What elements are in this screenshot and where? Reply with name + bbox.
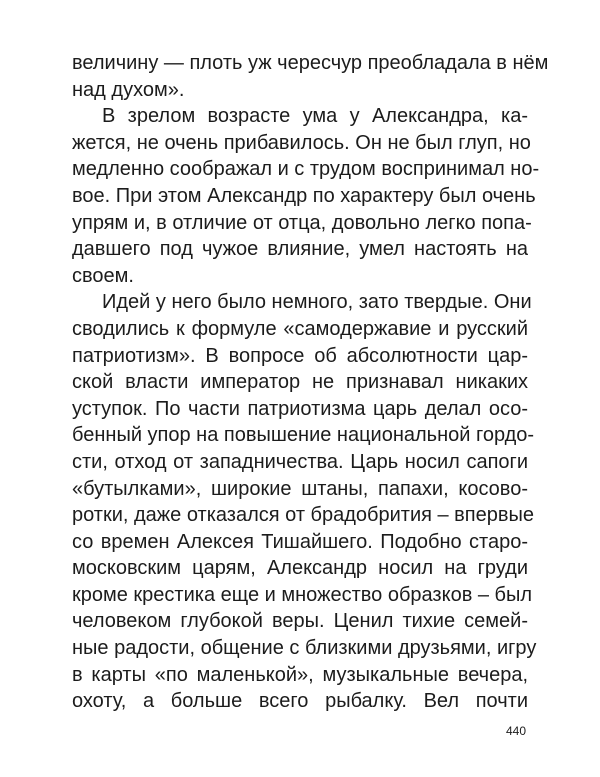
text-line: патриотизм». В вопросе об абсолютности цар- xyxy=(72,344,528,367)
text-line: над духом». xyxy=(72,78,185,101)
text-line: со времен Алексея Тишайшего. Подобно старо- xyxy=(72,530,528,553)
text-line: ротки, даже отказался от брадобрития – впервые xyxy=(72,504,535,527)
page-number: 440 xyxy=(505,724,526,738)
text-line: упрям и, в отличие от отца, довольно легко попа- xyxy=(72,211,532,234)
text-line: величину — плоть уж чересчур преобладала в нём xyxy=(72,52,549,74)
text-line: человеком глубокой веры. Ценил тихие семей- xyxy=(72,610,528,633)
text-line: бенный упор на повышение национальной гордо- xyxy=(72,424,535,447)
text-line: вое. При этом Александр по характеру был очень xyxy=(72,184,536,207)
text-line: московским царям, Александр носил на груди xyxy=(72,557,528,580)
text-line: сти, отход от западничества. Царь носил сапоги xyxy=(72,450,528,473)
text-line: уступок. По части патриотизма царь делал осо- xyxy=(72,397,528,420)
text-line: жется, не очень прибавилось. Он не был глуп, но xyxy=(72,131,531,154)
body-text xyxy=(72,50,549,715)
text-line: в карты «по маленькой», музыкальные вечера, xyxy=(72,663,528,686)
text-line: ской власти император не признавал никаких xyxy=(72,371,528,394)
text-line: ные радости, общение с близкими друзьями, игру xyxy=(72,637,537,660)
text-line: медленно соображал и с трудом воспринимал но- xyxy=(72,158,540,181)
text-line: давшего под чужое влияние, умел настоять на xyxy=(72,238,528,261)
text-line: сводились к формуле «самодержавие и русский xyxy=(72,317,528,340)
text-line: охоту, а больше всего рыбалку. Вел почти xyxy=(72,690,528,713)
text-line: своем. xyxy=(72,264,134,287)
text-line: «бутылками», широкие штаны, папахи, косово- xyxy=(72,477,528,500)
text-line: В зрелом возрасте ума у Александра, ка- xyxy=(102,105,528,128)
text-line: кроме крестика еще и множество образков – был xyxy=(72,583,533,606)
text-line: Идей у него было немного, зато твердые. Они xyxy=(102,291,532,314)
